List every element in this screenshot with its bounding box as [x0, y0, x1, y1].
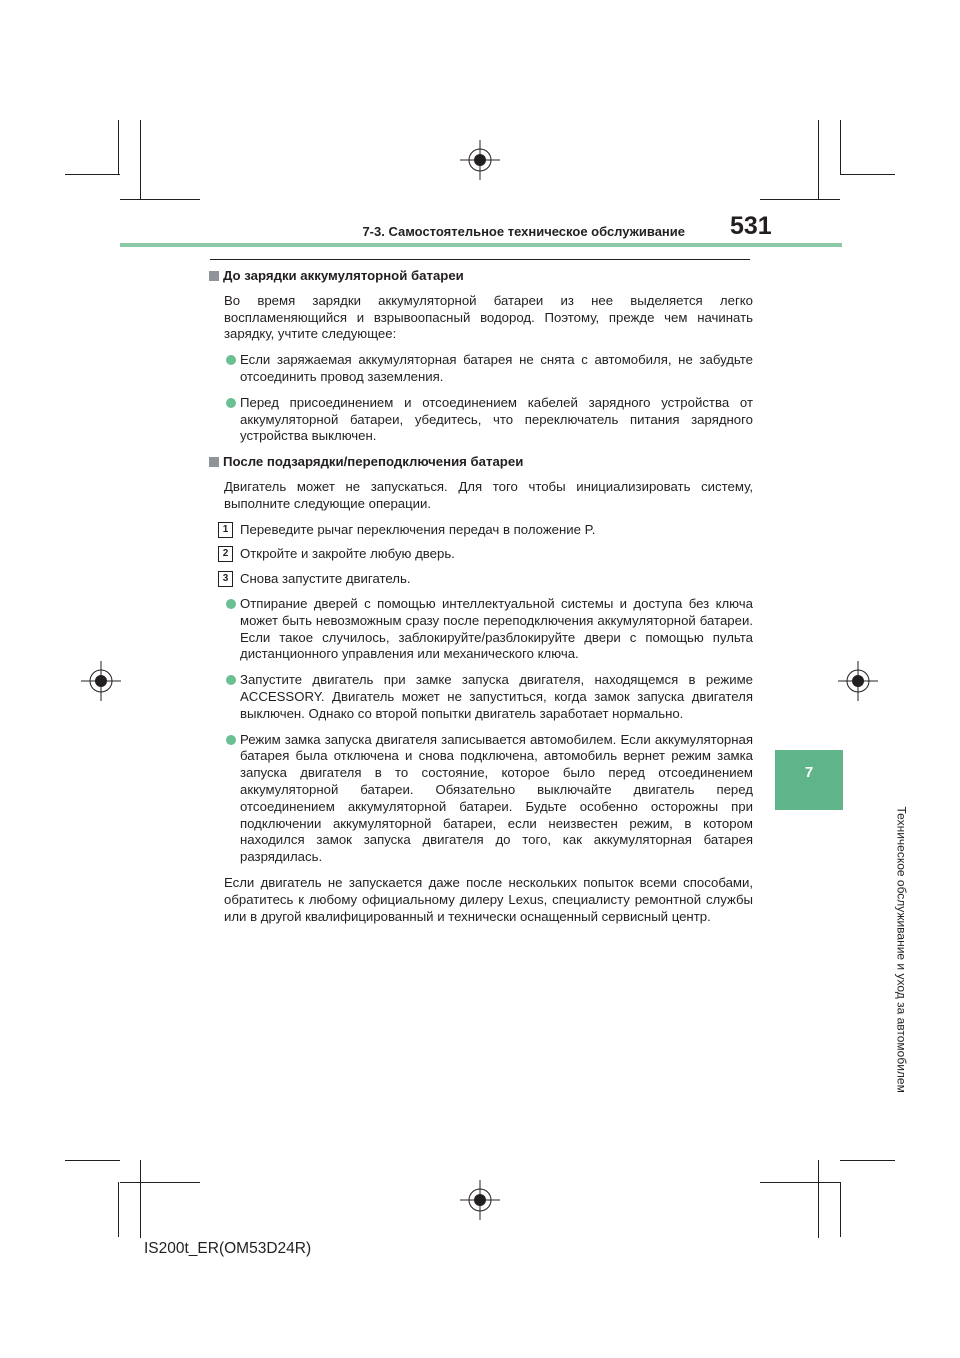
registration-mark-icon: [838, 661, 878, 701]
crop-mark: [140, 120, 141, 200]
document-code: IS200t_ER(OM53D24R): [144, 1240, 312, 1257]
crop-mark: [140, 1160, 141, 1238]
step-number-box: 2: [218, 546, 233, 562]
header-divider: [120, 243, 842, 247]
section-title-before-charging: До зарядки аккумуляторной батареи: [223, 268, 464, 283]
step-number-box: 1: [218, 522, 233, 538]
registration-mark-icon: [460, 140, 500, 180]
square-bullet-icon: [209, 271, 219, 281]
paragraph: Двигатель может не запускаться. Для того чтобы инициализировать систему, выполните следующие операции.: [224, 478, 753, 511]
crop-mark: [840, 1160, 895, 1161]
crop-mark: [120, 1182, 200, 1183]
crop-mark: [118, 1182, 119, 1237]
content-top-rule: [210, 259, 750, 260]
registration-mark-icon: [81, 661, 121, 701]
paragraph: Если двигатель не запускается даже после нескольких попыток всеми способами, обратитесь к любому официальному дилеру Lexus, специалисту ремонтной службы или в другой квалифицированный и технически оснащенный сервисный центр.: [224, 874, 753, 924]
bullet-text: Режим замка запуска двигателя записывается автомобилем. Если аккумуляторная батарея была отключена и снова подключена, автомобиль вернет режим замка запуска двигателя в то состояние, которое было перед отсоединением аккумуляторной батареи. Обязательно выключайте двигатель перед отсоединением аккумуляторной батареи. Будьте особенно осторожны при подключении аккумуляторной батареи, если неизвестен режим, в котором находился замок запуска двигателя до того, как аккумуляторная батарея разрядилась.: [240, 731, 753, 865]
bullet-text: Запустите двигатель при замке запуска двигателя, находящемся в режиме ACCESSORY. Двигатель может не запуститься, когда замок запуска двигателя выключен. Однако со второй попытки двигатель заработает нормально.: [240, 672, 753, 721]
paragraph: Во время зарядки аккумуляторной батареи из нее выделяется легко воспламеняющийся и взрывоопасный водород. Поэтому, прежде чем начинать зарядку, учтите следующее:: [224, 292, 753, 342]
step-text: Переведите рычаг переключения передач в положение P.: [240, 521, 596, 537]
crop-mark: [118, 120, 119, 175]
bullet-text: Если заряжаемая аккумуляторная батарея не снята с автомобиля, не забудьте отсоединить провод заземления.: [240, 352, 753, 384]
bullet-text: Отпирание дверей с помощью интеллектуальной системы и доступа без ключа может быть невозможным сразу после переподключения аккумуляторной батареи. Если такое случилось, заблокируйте/разблокируйте двери с помощью пульта дистанционного управления или механического ключа.: [240, 595, 753, 662]
bullet-item: [226, 672, 753, 722]
round-bullet-icon: [226, 398, 236, 408]
chapter-side-title: Техническое обслуживание и уход за автомобилем: [894, 806, 909, 1093]
step-item: [208, 571, 753, 588]
crop-mark: [818, 1160, 819, 1238]
crop-mark: [760, 1182, 840, 1183]
bullet-item: [226, 352, 753, 386]
registration-mark-icon: [460, 1180, 500, 1220]
section-title-after-charging: После подзарядки/переподключения батареи: [223, 454, 524, 470]
step-text: Откройте и закройте любую дверь.: [240, 546, 455, 562]
crop-mark: [840, 1182, 841, 1237]
round-bullet-icon: [226, 355, 236, 365]
round-bullet-icon: [226, 735, 236, 745]
crop-mark: [840, 174, 895, 175]
bullet-text: Перед присоединением и отсоединением кабелей зарядного устройства от аккумуляторной батареи, убедитесь, что переключатель питания зарядного устройства выключен.: [240, 394, 753, 444]
bullet-item: [226, 732, 753, 866]
section-heading: [208, 454, 753, 471]
step-text: Снова запустите двигатель.: [240, 571, 411, 587]
crop-mark: [65, 1160, 120, 1161]
step-item: [208, 522, 753, 539]
round-bullet-icon: [226, 599, 236, 609]
main-content: [208, 268, 753, 934]
crop-mark: [818, 120, 819, 200]
chapter-tab-number: 7: [804, 764, 814, 781]
page-number: 531: [730, 212, 772, 240]
crop-mark: [760, 199, 840, 200]
crop-mark: [65, 174, 120, 175]
round-bullet-icon: [226, 675, 236, 685]
bullet-item: [226, 395, 753, 445]
square-bullet-icon: [209, 457, 219, 467]
step-item: [208, 546, 753, 563]
section-heading: [208, 268, 753, 285]
bullet-item: [226, 596, 753, 663]
section-header-title: 7-3. Самостоятельное техническое обслуживание: [362, 224, 685, 239]
crop-mark: [840, 120, 841, 175]
step-number-box: 3: [218, 571, 233, 587]
crop-mark: [120, 199, 200, 200]
